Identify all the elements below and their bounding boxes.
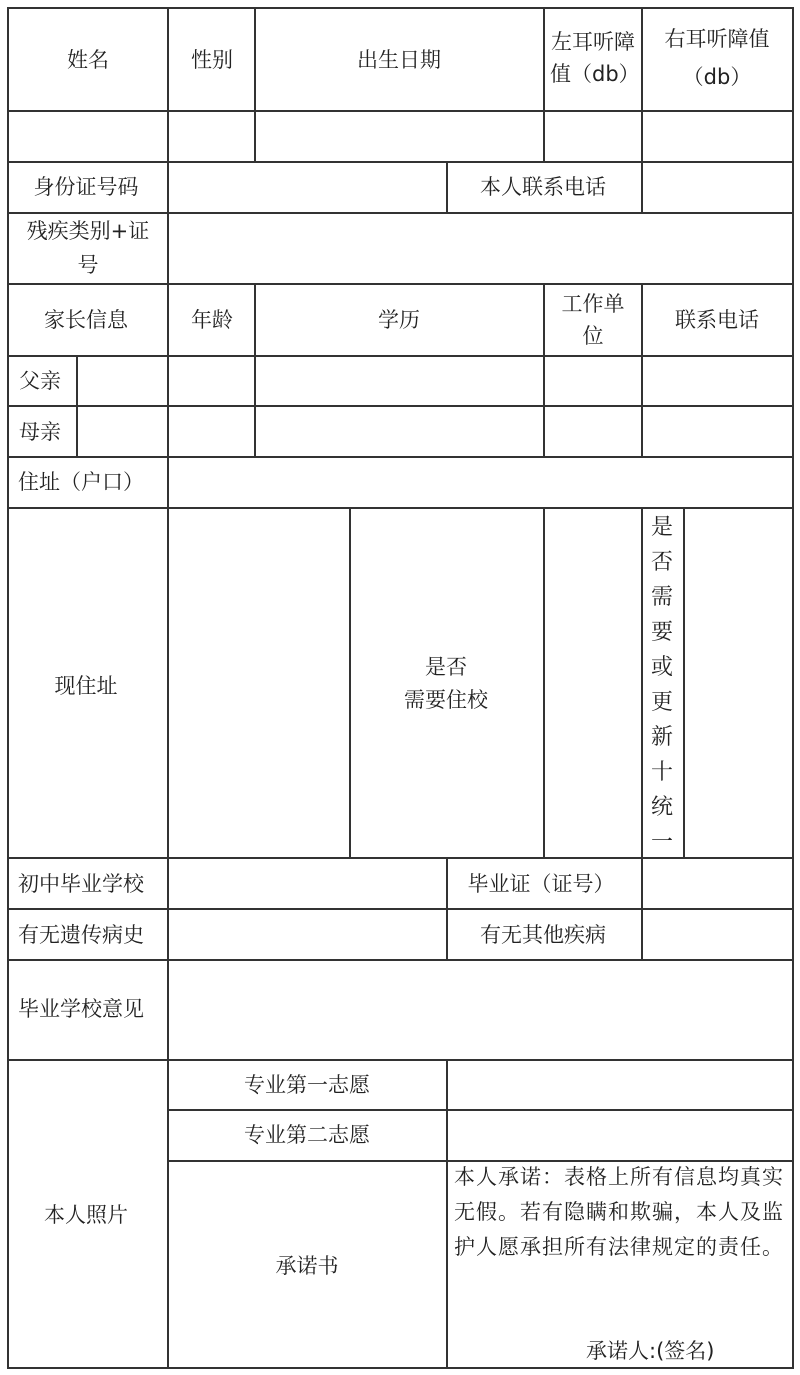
father-name-field[interactable]: [78, 357, 167, 405]
school-opinion-label: 毕业学校意见: [18, 996, 144, 1021]
grid-line: [446, 857, 448, 961]
left-ear-field[interactable]: [545, 112, 641, 161]
mother-label: 母亲: [19, 419, 61, 444]
birth-date-label: 出生日期: [357, 47, 441, 72]
mother-age-field[interactable]: [169, 407, 254, 456]
pledge-title: 承诺书: [275, 1253, 339, 1278]
certificate-field[interactable]: [643, 859, 792, 908]
father-phone-field[interactable]: [643, 357, 792, 405]
gender-field[interactable]: [169, 112, 254, 161]
other-disease-label: 有无其他疾病: [480, 922, 606, 947]
photo-area[interactable]: [9, 1061, 167, 1367]
grid-line: [8, 7, 793, 9]
birth-date-field[interactable]: [256, 112, 543, 161]
photo-label: 本人照片: [44, 1202, 128, 1227]
left-ear-label: 左耳听障值（db）: [550, 30, 640, 86]
pledge-text: 本人承诺：表格上所有信息均真实无假。若有隐瞒和欺骗，本人及监护人愿承担所有法律规定的责任。: [454, 1165, 784, 1259]
middle-school-field[interactable]: [169, 859, 446, 908]
grid-line: [8, 507, 793, 509]
second-choice-field[interactable]: [448, 1111, 792, 1160]
registered-address-field[interactable]: [169, 458, 792, 507]
mother-name-field[interactable]: [78, 407, 167, 456]
hereditary-label: 有无遗传病史: [18, 922, 144, 947]
disability-field[interactable]: [169, 214, 792, 283]
school-opinion-field[interactable]: [169, 961, 792, 1059]
current-address-label: 现住址: [54, 673, 118, 698]
boarding-question-line1: 是否: [425, 654, 467, 679]
middle-school-label: 初中毕业学校: [18, 871, 144, 896]
second-choice-label: 专业第二志愿: [244, 1122, 370, 1147]
grid-line: [446, 161, 448, 214]
right-ear-label: 右耳听障值（db）: [664, 27, 770, 89]
vertical-note: 是 否 需 要 或 更 新 十 统 一: [650, 515, 673, 855]
gender-label: 性别: [191, 47, 233, 72]
registered-address-label: 住址（户口）: [18, 469, 144, 494]
mother-phone-field[interactable]: [643, 407, 792, 456]
name-label: 姓名: [67, 47, 109, 72]
father-workplace-field[interactable]: [545, 357, 641, 405]
grid-line: [792, 7, 794, 1369]
parent-info-label: 家长信息: [44, 307, 128, 332]
id-number-label: 身份证号码: [33, 174, 139, 199]
education-label: 学历: [378, 307, 420, 332]
phone-label: 本人联系电话: [480, 174, 606, 199]
current-address-field[interactable]: [169, 509, 349, 857]
right-ear-field[interactable]: [643, 112, 792, 161]
father-label: 父亲: [19, 368, 61, 393]
father-education-field[interactable]: [256, 357, 543, 405]
mother-workplace-field[interactable]: [545, 407, 641, 456]
grid-line: [349, 507, 351, 859]
father-age-field[interactable]: [169, 357, 254, 405]
vertical-note-field[interactable]: [685, 509, 792, 857]
grid-line: [641, 507, 643, 859]
hereditary-field[interactable]: [169, 910, 446, 959]
first-choice-field[interactable]: [448, 1061, 792, 1109]
disability-label: 残疾类别+证号: [26, 219, 150, 277]
first-choice-label: 专业第一志愿: [244, 1072, 370, 1097]
name-field[interactable]: [9, 112, 167, 161]
signature-label: 承诺人:(签名): [586, 1339, 715, 1363]
grid-line: [8, 1367, 793, 1369]
boarding-field[interactable]: [545, 509, 641, 857]
workplace-label: 工作单位: [561, 292, 625, 348]
certificate-label: 毕业证（证号）: [467, 871, 615, 896]
id-number-field[interactable]: [169, 163, 446, 212]
phone-field[interactable]: [643, 163, 792, 212]
age-label: 年龄: [191, 307, 233, 332]
parent-phone-label: 联系电话: [675, 307, 759, 332]
boarding-question-line2: 需要住校: [404, 687, 488, 712]
mother-education-field[interactable]: [256, 407, 543, 456]
grid-line: [8, 283, 793, 285]
other-disease-field[interactable]: [643, 910, 792, 959]
